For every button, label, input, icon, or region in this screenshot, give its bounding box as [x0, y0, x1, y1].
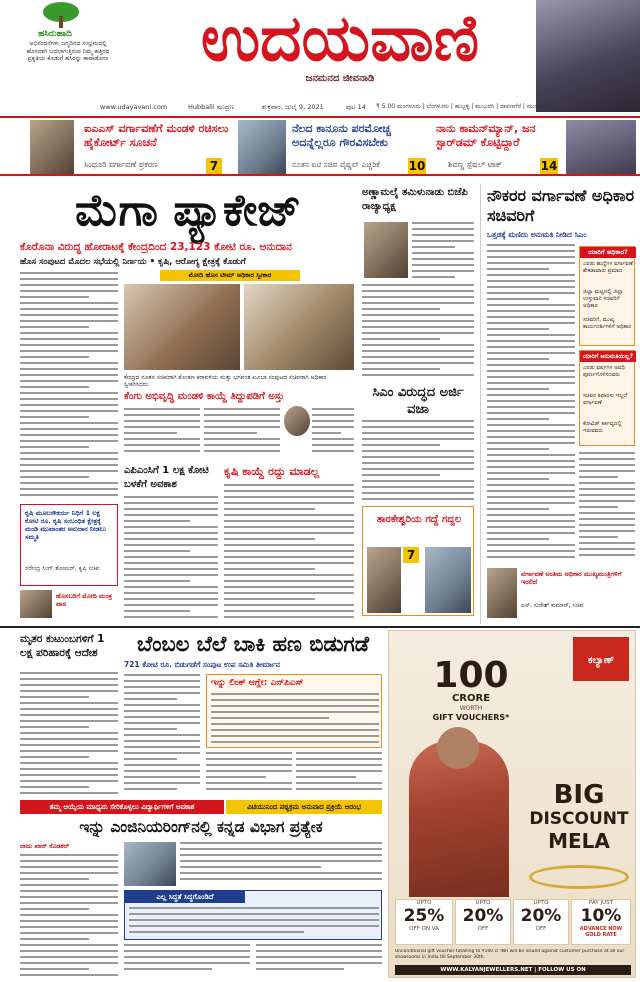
big-label: BIG: [553, 780, 605, 810]
engineering-text-2: [180, 842, 382, 886]
transfer-box2-item-1: ಎರಡು ವರ್ಷಗಳ ಅವಧಿ ಪೂರ್ಣಗೊಳಿಸದವರು: [583, 365, 625, 378]
transfer-quote: ವರ್ಗಾವಣೆ ಅಂತಿಮ ಅಧಿಕಾರ ಮುಖ್ಯಮಂತ್ರಿಗಳಿಗೆ ಇರಲಿದೆ: [521, 570, 622, 586]
related-text-3: [312, 408, 354, 456]
offer-3-upto: UPTO: [533, 900, 549, 906]
price-text-3: [296, 752, 382, 796]
engineering-text-3: [124, 944, 250, 978]
teaser-3-sub: ಶಿವಣ್ಣ ಸ್ಪೆಷಲ್ ಟಾಕ್: [448, 160, 503, 169]
transfer-sub: ಒತ್ತಡಕ್ಕೆ ಮಣಿದು ಅನುಮತಿ ನೀಡಿದ ಸಿಎಂ: [487, 230, 587, 239]
offers-bar: [395, 899, 631, 945]
apmc-headline: ಎಪಿಎಂಸಿಗೆ 1 ಲಕ್ಷ ಕೋಟಿ ಬಳಕೆಗೆ ಅವಕಾಶ: [124, 465, 209, 490]
offer-4-upto: PAY JUST: [589, 900, 613, 906]
star-photo-2: [425, 547, 471, 613]
teaser-2-sub: ನೂತನ ಐಟಿ ಸಚಿವ ವೈಷ್ಣವ್ ಎಚ್ಚರಿಕೆ: [292, 160, 380, 169]
ad-fine-print: Unconditional gift voucher totalling to ₹100 cr INR will be issued against customer purchase at all our showrooms in India till September 30th.: [395, 949, 625, 960]
voucher-amount: 100: [433, 655, 509, 696]
price-headline: ಬೆಂಬಲ ಬೆಲೆ ಬಾಕಿ ಹಣ ಬಿಡುಗಡೆ: [137, 632, 369, 656]
farm-law-text: [224, 484, 354, 622]
engineering-box: [124, 890, 382, 940]
suresh-kumar-photo: [487, 568, 517, 618]
related-headline: ಕೆಂಗು ಅಭಿವೃದ್ಧಿ ಮಂಡಳಿ ಕಾಯ್ದೆ ತಿದ್ದುಪಡಿಗೆ ಅಸ್ತು: [124, 391, 285, 402]
transfer-box2-item-2: ಸಚಿವರ ಶಿಫಾರಸು ಇಲ್ಲದೆ ವರ್ಗಾವಣೆ: [583, 393, 628, 406]
teaser-3-page[interactable]: 14: [540, 159, 558, 173]
bottom-left-text: [20, 672, 118, 796]
engineering-byline: ರಾಜು ಖಾರ್ ಕೊಡಕರ್: [20, 842, 70, 850]
voucher-label: GIFT VOUCHERS*: [432, 713, 510, 722]
price-text-2: [206, 752, 292, 796]
website: www.udayavani.com: [100, 103, 168, 111]
shivarajkumar-photo: [536, 0, 640, 112]
transfer-block: [480, 184, 636, 624]
transfer-quote-author: ಎಸ್. ಸುರೇಶ್ ಕುಮಾರ್, ಸಚಿವ: [521, 602, 584, 609]
transfer-text-1: [487, 244, 575, 564]
voucher-worth: WORTH: [459, 705, 483, 712]
teaser-1-sub: ಸಿಂಧೂರಿ ವರ್ಗಾವಣೆ ಪ್ರಕರಣ: [84, 160, 158, 169]
offer-2-desc: OFF: [477, 926, 489, 932]
offer-4-value: 10%: [580, 906, 622, 926]
side-label: ಹೊಸಬರಿಗೆ ಮೋದಿ ಮಂತ್ರ ಪಾಠ: [56, 592, 112, 608]
engineering-box-title: ಎಲ್ಲ ಸಿದ್ಧತೆ ಸಿದ್ಧಗೊಂಡಿದೆ: [125, 891, 245, 903]
vtu-building-photo: [124, 842, 176, 886]
teaser-3-photo: [566, 120, 636, 174]
annamalai-headline: ಅಣ್ಣಾಮಲೈ ತಮಿಳುನಾಡು ಬಿಜೆಪಿ ರಾಜ್ಯಾಧ್ಯಕ್ಷ: [362, 187, 468, 212]
annamalai-text-1: [412, 222, 474, 282]
transfer-headline: ನೌಕರರ ವರ್ಗಾವಣೆ ಅಧಿಕಾರ ಸಚಿವರಿಗೆ: [487, 186, 635, 225]
annamalai-text-2: [362, 284, 474, 380]
teaser-1-photo: [30, 120, 74, 174]
transfer-box-2: [579, 350, 635, 446]
engineering-headline: ಇನ್ನು ಎಂಜಿನಿಯರಿಂಗ್‌ನಲ್ಲಿ ಕನ್ನಡ ವಿಭಾಗ ಪ್ರತ್ಯೇಕ: [79, 818, 323, 836]
edition: Hubballi ಮುದ್ರಣ: [188, 103, 235, 111]
offer-3-desc: OFF: [535, 926, 547, 932]
quote-text: ಕೃಷಿ ಮೂಲಸೌಕರ್ಯ ನಿಧಿಗೆ 1 ಲಕ್ಷ ಕೋಟಿ ರೂ. ಕೃಷಿ ಸಂಬಂಧಿತ ಕ್ಷೇತ್ರಕ್ಕೆ ಮಂಡಿ ಮುಖಾಂತರ ಅನುದಾನ ನೀಡಲು ಸಮ್ಮತಿ: [25, 509, 106, 541]
online-headline: ಇನ್ನು ಲಿಂಕ್ ಆಗ್ಲೇ: ಎನ್‌ಪಿಎಸ್: [211, 678, 304, 688]
tree-logo-icon: [40, 2, 82, 28]
teaser-3-title: ನಾನು ಕಾಮನ್‌ಮ್ಯಾನ್, ಜನ ಸ್ಟಾರ್‌ಡಮ್ ಕೊಟ್ಟಿದ್ದಾರೆ: [436, 122, 536, 149]
voucher-crore: CRORE: [451, 693, 491, 704]
masthead: [0, 0, 640, 118]
offer-4-desc: ADVANCE NOW GOLD RATE: [579, 926, 623, 938]
ribbon-left: ತಮ್ಮ ಆಯ್ಕೆಯ ಮಾಧ್ಯಮ ಸೇರಿಕೊಳ್ಳಲು ವಿದ್ಯಾರ್ಥಿಗಳಿಗೆ ಅವಕಾಶ: [20, 800, 224, 814]
cm-case-text: [362, 420, 474, 502]
minister-photo: [284, 406, 310, 436]
transfer-box-1: [579, 246, 635, 346]
lead-photo-caption: ಕೇಂದ್ರದ ನೂತನ ಸಚಿವರಾಗಿ ಕೊಂಕಣ ಕರಾವಳಿಯ ಮತ್ತು ಭಗವಂತ ಖೂಬಾ ಸಂಪುಟದ ಸಚಿವರಾಗಿ ಅಧಿಕಾರ ಸ್ವೀಕರಿಸಿದರು.: [124, 374, 327, 388]
edu-ribbon: [20, 800, 382, 814]
offer-3-value: 20%: [520, 906, 562, 926]
kalyan-ad[interactable]: [388, 630, 636, 978]
ad-footer[interactable]: WWW.KALYANJEWELLERS.NET | FOLLOW US ON: [395, 965, 631, 975]
tree-brand: ಹಸಿರುಹಾದಿ: [38, 29, 72, 39]
offer-1-upto: UPTO: [416, 900, 432, 906]
lead-headline: ಮೆಗಾ ಪ್ಯಾಕೇಜ್: [74, 185, 302, 236]
star-page[interactable]: 7: [403, 547, 419, 563]
transfer-box-item-1: ಎರಡು ಹುದ್ದೆಗಳ ವರ್ಗಾವಣೆ ಶೇಕಡಾವಾರು ಪ್ರಮಾಣ: [583, 261, 633, 274]
star-photo-1: [367, 547, 401, 613]
masthead-tagline: ಜನಮನದ ಜೀವನಾಡಿ: [305, 73, 375, 84]
apmc-text: [124, 496, 218, 622]
modi-photo: [20, 590, 52, 618]
offer-1-value: 25%: [403, 906, 445, 926]
engineering-text-4: [256, 944, 382, 978]
offer-3: [513, 899, 569, 945]
jewellery-icon: [529, 865, 629, 889]
related-text-2: [204, 408, 280, 456]
quote-box: [20, 504, 118, 586]
star-box[interactable]: [362, 506, 474, 616]
lead-sub: ಹೊಸ ಸಂಪುಟದ ಮೊದಲ ಸಭೆಯಲ್ಲಿ ನಿರ್ಣಯ • ಕೃಷಿ, ಆರೋಗ್ಯ ಕ್ಷೇತ್ರಕ್ಕೆ ಕೊಡುಗೆ: [20, 257, 246, 267]
quote-author: ನರೇಂದ್ರ ಸಿಂಗ್ ತೋಮರ್, ಕೃಷಿ ಸಚಿವ: [25, 565, 100, 572]
related-text-1: [124, 408, 200, 456]
transfer-text-2: [579, 452, 635, 562]
online-text: [211, 693, 379, 745]
offer-1-desc: OFF ON VA: [409, 926, 439, 932]
ad-person-head: [437, 727, 479, 769]
page-count: ಪುಟ 14: [346, 103, 366, 111]
teaser-strip: [0, 116, 640, 176]
cm-case-headline: ಸಿಎಂ ವಿರುದ್ಧದ ಅರ್ಜಿ ವಜಾ: [372, 385, 464, 417]
masthead-logo: ಉದಯವಾಣಿ: [200, 1, 480, 76]
teaser-1-title: ಐಎಎಸ್ ವರ್ಗಾವಣೆಗೆ ಮಂಡಳಿ ರಚಿಸಲು ಹೈಕೋರ್ಟ್ ಸೂಚನೆ: [84, 122, 229, 149]
lead-body-text: [20, 272, 118, 502]
transfer-box-item-2: ಜಿಲ್ಲಾ ಮಟ್ಟದಲ್ಲಿ ಜಿಲ್ಲಾ ಉಸ್ತುವಾರಿ ಸಚಿವರಿಗೆ ಅಧಿಕಾರ: [583, 289, 624, 309]
offer-4: [571, 899, 631, 945]
price-editions: ₹ 5.00 ಮಂಗಳೂರು | ಬೆಂಗಳೂರು | ಹುಬ್ಬಳ್ಳಿ | ಕಲಬುರಗಿ | ದಾವಣಗೆರೆ | ಮುಂಬಯಿ: [376, 103, 548, 110]
engineering-text-1: [20, 854, 118, 978]
offer-2: [455, 899, 511, 945]
lead-kicker: ಕೊರೊನಾ ವಿರುದ್ಧ ಹೋರಾಟಕ್ಕೆ ಕೇಂದ್ರದಿಂದ 23,123 ಕೋಟಿ ರೂ. ಅನುದಾನ: [20, 241, 292, 253]
tree-text: ಅಭಿನಂದನೆಗಳು ಜನ್ಮದಿನದ ಸಂಭ್ರಮದಲ್ಲಿ ಹೊಸದಾಗಿ ಬದಲಾಗುತ್ತಿರುವ ನಿಮ್ಮ ಹತ್ತಿರದ ಪ್ರಕೃತಿಯ ಕೊಡುಗೆ ಹಸಿರನ್ನು ಕಾಪಾಡೋಣ: [26, 40, 110, 62]
divider: [0, 626, 640, 628]
offer-1: [395, 899, 453, 945]
price-sub: 721 ಕೋಟಿ ರೂ. ಬಿಡುಗಡೆಗೆ ಸಂಪುಟ ಉಪ ಸಮಿತಿ ತೀರ್ಮಾನ: [124, 660, 280, 669]
offer-2-upto: UPTO: [475, 900, 491, 906]
star-headline: ತಾರಕೇಶ್ವರಿಯ ಗದ್ದೆ ಗದ್ದಲ: [376, 514, 462, 525]
teaser-2-title: ನೆಲದ ಕಾನೂನು ಪರಮೋಚ್ಚ ಅದನ್ನೆಲ್ಲರೂ ಗೌರವಿಸಬೇಕು: [292, 122, 391, 149]
transfer-box2-item-3: ಕೋವಿಡ್ ಕರ್ತವ್ಯದಲ್ಲಿ ಇರುವವರು: [583, 421, 622, 434]
transfer-box2-title: ಯಾರಿಗೆ ಅನುಮತಿಯಿಲ್ಲ?: [580, 351, 636, 362]
offer-2-value: 20%: [462, 906, 504, 926]
bottom-left-headline: ಮೃತರ ಕುಟುಂಬಗಳಿಗೆ 1 ಲಕ್ಷ ಪರಿಹಾರಕ್ಕೆ ಆದೇಶ: [20, 633, 105, 659]
mela-label: MELA: [548, 829, 610, 853]
date-bar: [0, 101, 548, 113]
transfer-box-title: ಯಾರಿಗೆ ಅಧಿಕಾರ?: [580, 247, 636, 258]
kalyan-brand: ಕಲ್ಯಾಣ್: [587, 655, 614, 666]
engineering-box-text: [129, 907, 379, 939]
farm-law-headline: ಕೃಷಿ ಕಾಯ್ದೆ ರದ್ದು ಮಾಡಲ್ಲ: [224, 465, 320, 478]
ribbon-right: ವಿಟಿಯುನಿಂದ ಪಠ್ಯಕ್ರಮ ಅನುವಾದ ಪ್ರಕ್ರಿಯೆ ಆರಂಭ: [226, 800, 382, 814]
annamalai-photo: [364, 222, 408, 278]
transfer-box-item-3: ಸಚಿವರಿಗೆ, ಮುಖ್ಯ ಕಾರ್ಯದರ್ಶಿಗಳಿಗೆ ಅಧಿಕಾರ: [583, 317, 631, 330]
teaser-2-photo: [238, 120, 286, 174]
lead-photo-1: [124, 284, 240, 370]
online-box[interactable]: [206, 674, 382, 748]
lead-photo-2: [244, 284, 354, 370]
discount-label: DISCOUNT: [529, 809, 629, 829]
teaser-2-page[interactable]: 10: [408, 159, 426, 173]
price-text-1: [124, 674, 200, 796]
photo-label: ಮೋದಿ ಹೊಸ ಟೀಮ್ ಅಧಿಕಾರ ಸ್ವೀಕಾರ: [160, 270, 300, 281]
teaser-1-page[interactable]: 7: [206, 158, 222, 174]
date: ಶುಕ್ರವಾರ, ಜುಲೈ 9, 2021: [262, 103, 324, 111]
